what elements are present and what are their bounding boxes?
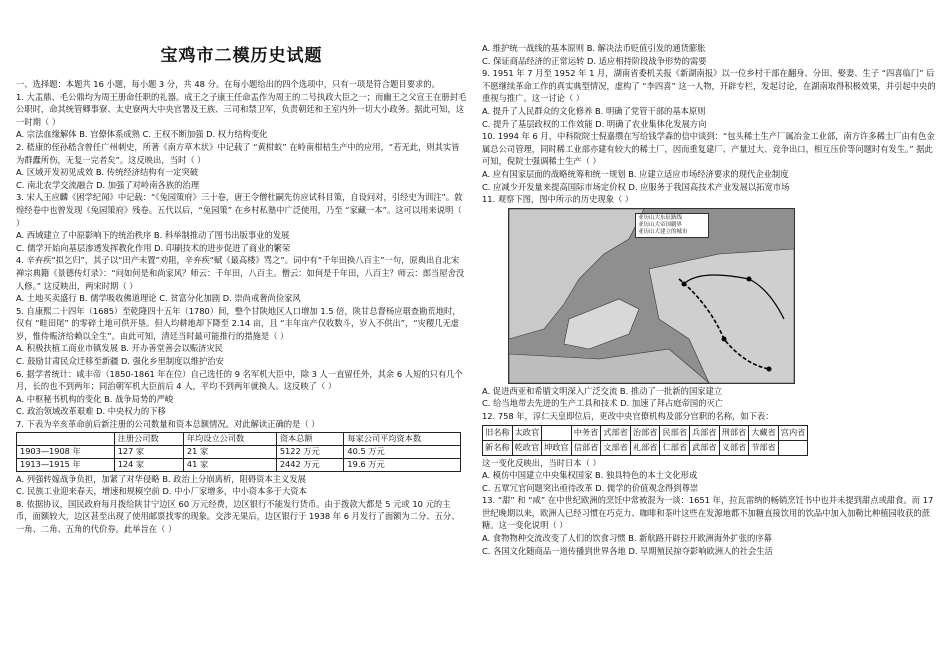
table-cell: 21 家 (183, 445, 276, 458)
question-12: 12. 758 年，淳仁天皇即位后，更改中央官僚机构及部分官职的名称，如下表： (482, 410, 774, 421)
options: C. 鼓励甘肃民众迁移至新疆 D. 强化乡里制度以维护治安 (16, 356, 224, 367)
table-cell: 127 家 (114, 445, 183, 458)
table-cell: 式部省 (601, 425, 631, 440)
table-row (17, 445, 461, 458)
table-cell (17, 432, 115, 445)
table-cell: 中务省 (571, 425, 601, 440)
right-column (482, 42, 936, 557)
options: C. 提升了基层政权的工作效能 D. 明确了农业集体化发展方向 (482, 118, 707, 129)
table-cell: 年均设立公司数 (183, 432, 276, 445)
options: A. 区域开发初见成效 B. 传统经济结构有一定突破 (16, 167, 199, 178)
question-2: 2. 嵇康的侄孙嵇含曾任广州刺史，所著《南方草木状》中记载了 “黄柑蚁” 在岭南柑桔生产中的应用，“若无此，则其实皆为群蠹所伤，无复一完者矣”。这反映出，当时（ ） (16, 141, 460, 165)
question-10: 10. 1994 年 6 月，中科院院士倪嘉缵在写给钱学森的信中谈到：“包头稀土生产厂属冶金工业部，南方许多稀土厂由有色金属总公司管理，同时稀工业部亦建有较大的稀土厂，因而重复建厂、产量过大、竞争出口，相互压价等问题时有发生。” 据此可知，倪院士强调稀土生产（ ） (482, 131, 935, 167)
table-cell: 新名称 (483, 440, 513, 455)
table-row (17, 458, 461, 471)
table-cell: 信部省 (571, 440, 601, 455)
table-cell (542, 425, 572, 440)
table-cell: 义部省 (719, 440, 749, 455)
options: A. 土地买卖盛行 B. 儒学吸收佛道理论 C. 贫富分化加剧 D. 崇尚戒奢尚俭家风 (16, 293, 301, 304)
question-8: 8. 依据协议，国民政府每月拨给陕甘宁边区 60 万元经费，边区银行不能发行货币。由于拨款大都是 5 元或 10 元的主币，面额较大，边区甚至出现了使用邮票找零的现象。交涉无果后，边区银行于 1938 年 6 月发行了面额为二分、五分、一角、二角、五角的代价券。此举旨在（ ） (16, 498, 460, 534)
questions-1-7 (16, 78, 467, 431)
table-header-row (17, 432, 461, 445)
question-5: 5. 自康熙二十四年（1685）至乾隆四十五年（1780）间，整个甘陕地区人口增加 1.5 倍，陕甘总督杨应琚查勘荒地时，仅有 “畦田尾” 的零碎土地可供开垦。但人均耕地却下降至 2.14 亩，且 “丰年亩产仅收数斗，岁入不供出”，“灾稷几无虚岁，惟侍赈济给赖以全生”。由此可知，清廷当时最可能推行的措施是（ ） (16, 305, 461, 341)
options: A. 应有国家层面的战略统筹和统一规划 B. 应建立适应市场经济要求的现代企业制度 (482, 168, 789, 179)
table-cell: 文部省 (601, 440, 631, 455)
historical-map (508, 208, 795, 384)
table-cell: 民部省 (660, 425, 690, 440)
table-cell: 大藏省 (749, 425, 779, 440)
options: A. 积极扶植工商业市镇发展 B. 开办善堂善会以赈济灾民 (16, 343, 223, 354)
options: C. 给当地带去先进的生产工具和技术 D. 加速了拜占庭帝国的灭亡 (482, 398, 724, 409)
company-table (16, 432, 461, 472)
question-4: 4. 辛弃疾“拟乞归”，其子以“田产未置”劝阻，辛弃疾“赋《最高楼》骂之”。词中有“千年田换八百主”一句，原典出自北宋禅宗典籍《景德传灯录》：“问如何是和尚家风？师云：千年田，八百主。僧云：如何是千年田，八百主？师云：郎当屋舍没人修。” 这反映出，两宋时期（ ） (16, 255, 465, 291)
table-cell: 兵部省 (690, 425, 720, 440)
table-cell: 乾政官 (512, 440, 542, 455)
office-name-table (482, 425, 808, 456)
table-cell: 武部省 (690, 440, 720, 455)
table-cell: 治部省 (630, 425, 660, 440)
page-title: 宝鸡市二模历史试题 (160, 46, 323, 66)
table-cell: 资本总额 (276, 432, 344, 445)
legend-item: 亚历山大建立的城市 (638, 228, 688, 235)
options: A. 列强转嫁战争负担，加紧了对华侵略 B. 政治上分崩离析，阻碍资本主义发展 (16, 473, 306, 484)
table-row (483, 440, 808, 455)
question-3: 3. 宋人王应麟《困学纪闻》中记载：“《兔园策府》三十卷，唐王令僧杜嗣先仿应试科目策，自设问对，引经史为训注”。敦煌经卷中也曾发现《兔园策府》残卷。五代以后，“兔园策” 在乡村私塾中广泛使用，乃至 “家藏一本”。这可以用来说明（ ） (16, 192, 463, 228)
options: C. 各国文化随商品一道传播到世界各地 D. 早期殖民掠夺影响欧洲人的社会生活 (482, 545, 773, 556)
table-cell: 40.5 万元 (344, 445, 461, 458)
options: A. 西域建立了中原影响下的统治秩序 B. 科举制推动了图书出版事业的发展 (16, 230, 290, 241)
table-cell: 每家公司平均资本数 (344, 432, 461, 445)
options: A. 模仿中国建立中央集权国家 B. 独具特色的本土文化形成 (482, 470, 698, 481)
options: C. 五覃冗官问题突出亟待改革 D. 儒学的价值观念得到尊崇 (482, 482, 699, 493)
options: C. 保证商品经济的正常运转 D. 适应相持阶段战争形势的需要 (482, 55, 707, 66)
table-cell: 19.6 万元 (344, 458, 461, 471)
table-cell: 124 家 (114, 458, 183, 471)
table-cell: 节部省 (749, 440, 779, 455)
table-cell: 1913—1915 年 (17, 458, 115, 471)
options: A. 维护统一战线的基本原则 B. 解决法币贬值引发的通货膨胀 (482, 43, 706, 53)
options: C. 应减少开发量来提高国际市场定价权 D. 应服务于我国高技术产业发展以拓宽市场 (482, 181, 790, 192)
table-cell: 宫内省 (778, 425, 808, 440)
table-cell (778, 440, 808, 455)
table-cell: 太政官 (512, 425, 542, 440)
table-cell: 5122 万元 (276, 445, 344, 458)
options: C. 政治领域改革艰难 D. 中央权力的下移 (16, 406, 166, 417)
question-11: 11. 观察下图，图中所示的历史现象（ ） (482, 194, 634, 205)
options: A. 提升了人民群众的文化修养 B. 明确了党管干部的基本原则 (482, 105, 706, 116)
options: A. 促进西亚和希腊文明深入广泛交流 B. 推动了一批新的国家建立 (482, 385, 723, 396)
options: A. 食物物种交流改变了人们的饮食习惯 B. 新航路开辟拉开欧洲海外扩张的序幕 (482, 533, 772, 544)
options: A. 宗法血缘解体 B. 官僚体系成熟 C. 王权不断加强 D. 权力结构变化 (16, 129, 268, 140)
question-13: 13. “甜” 和 “咸” 在中世纪欧洲的烹饪中常被混为一谈：1651 年，拉瓦雷纳的畅销烹饪书中也并未提到甜点或甜食。而 17 世纪晚期以来，欧洲人已经习惯在巧克力、咖啡和茶叶这些在发源地都不加糖直接饮用的饮品中加入加勒比种植园收获的蔗糖。这一变化说明（ ） (482, 495, 934, 531)
table-cell: 1903—1908 年 (17, 445, 115, 458)
table-cell: 刑部省 (719, 425, 749, 440)
question-9: 9. 1951 年 7 月至 1952 年 1 月，湖南省委机关报《新湖南报》以一位乡村干部在翻身、分田、娶妻、生子 “四喜临门” 后不愿继续革命工作的真实典型情况，虚构了 “李四喜” 这一人物，开辟专栏，发起讨论，在湖南取得积极效果，并引起中央的重视与推广。这一讨论（ ） (482, 68, 936, 104)
options: C. 民族工业迎来春天，增速和规模空前 D. 中小厂家增多，中小资本多于大资本 (16, 486, 307, 497)
question-6: 6. 据学者统计：咸丰帝（1850-1861 年在位）自己选任的 9 名军机大臣中，除 3 人一直留任外，其余 6 人短的只有几个月，长的也不到两年；同治朝军机大臣前后 4 人，平均不到两年就换人。这反映了（ ） (16, 368, 463, 392)
table-cell: 旧名称 (483, 425, 513, 440)
table-cell: 注册公司数 (114, 432, 183, 445)
table-cell: 仁部省 (660, 440, 690, 455)
question-stem: 这一变化反映出，当时日本（ ） (482, 457, 601, 468)
instructions: 一、选择题：本题共 16 小题，每小题 3 分，共 48 分。在每小题给出的四个选项中，只有一项是符合题目要求的。 (16, 79, 440, 89)
legend-item: 亚历山大东征路线 (638, 214, 683, 221)
legend-item: 亚历山大帝国疆界 (638, 221, 683, 228)
table-cell: 41 家 (183, 458, 276, 471)
map-legend (635, 213, 709, 238)
options: C. 南北农学交流融合 D. 加强了对岭南各族的治理 (16, 179, 200, 190)
options: C. 儒学开始向基层渗透发挥教化作用 D. 印刷技术的进步促进了商业的繁荣 (16, 242, 291, 253)
table-cell: 2442 万元 (276, 458, 344, 471)
options: A. 中枢秘书机构的变化 B. 战争局势的严峻 (16, 393, 174, 404)
question-7: 7. 下表为辛亥革命前后新注册的公司数量和资本总额情况。对此解读正确的是（ ） (16, 419, 320, 430)
left-column (16, 0, 467, 536)
table-cell: 礼部省 (630, 440, 660, 455)
question-1: 1. 大盂鼎、毛公鼎均为周王册命任职的礼器。成王之子康王任命盂作为周王的二号执政大臣之一；而幽王之父宣王在册封毛公职时，命其统管卿事寮、太史寮两大中央官署及王族、三司和禁卫军，负责朝廷和王室内外一切大小政务。据此可知，这一时期（ ） (16, 91, 467, 127)
table-row (483, 425, 808, 440)
table-cell: 坤政官 (542, 440, 572, 455)
